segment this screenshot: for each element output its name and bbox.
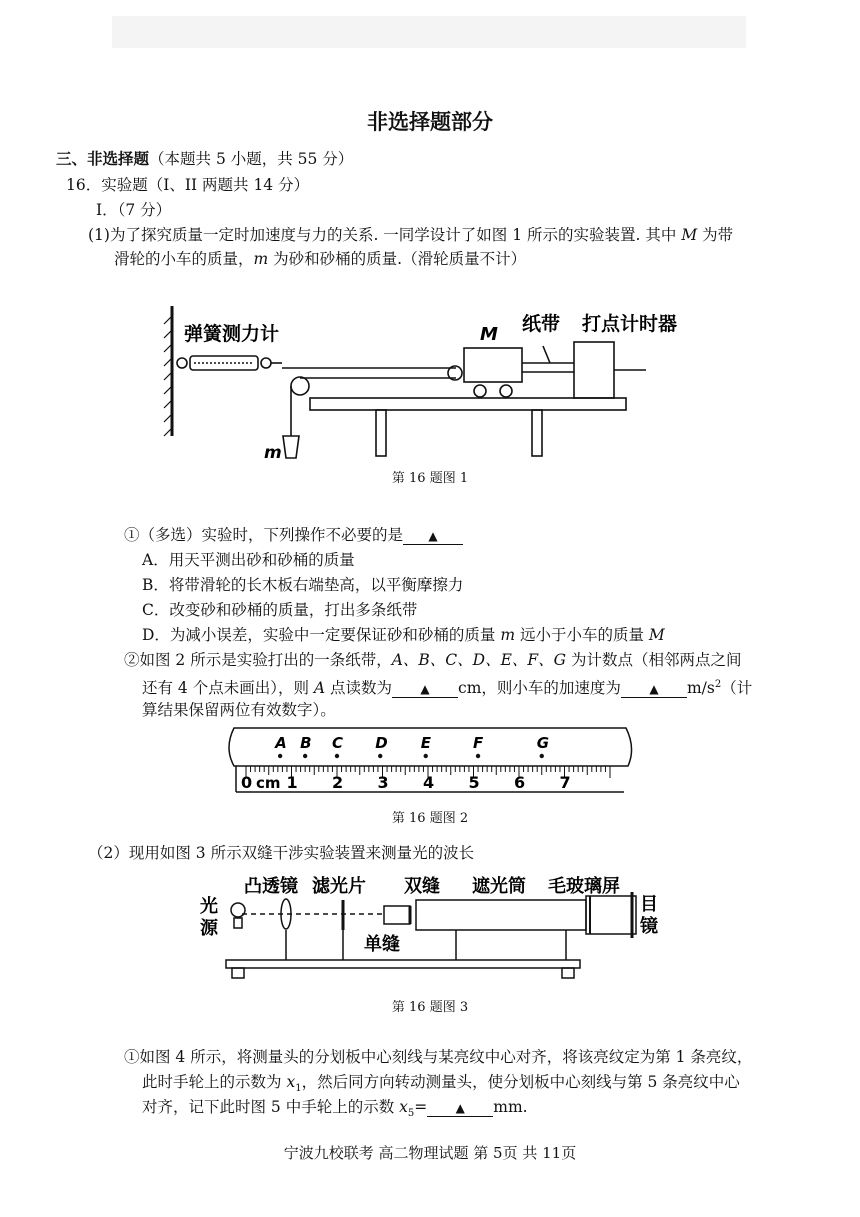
label-frosted-screen: 毛玻璃屏 [548, 876, 620, 897]
option-b: B．将带滑轮的长木板右端垫高，以平衡摩擦力 [142, 576, 464, 594]
sub3-unit: mm. [493, 1098, 528, 1116]
option-c: C．改变砂和砂桶的质量，打出多条纸带 [142, 601, 418, 619]
tape-point-label: F [473, 734, 484, 752]
tape-point-label: E [420, 734, 431, 752]
label-double-slit: 双缝 [404, 876, 440, 897]
tape-point [378, 754, 382, 758]
var-x5-sub: 5 [407, 1108, 415, 1120]
label-light-source-2: 源 [200, 918, 218, 939]
figure-3-double-slit [196, 870, 666, 990]
var-x5: x [399, 1098, 408, 1116]
label-single-slit: 单缝 [364, 934, 400, 955]
page-heading: 非选择题部分 [367, 109, 493, 134]
ruler-number: 2 [332, 773, 344, 792]
option-a: A．用天平测出砂和砂桶的质量 [142, 551, 355, 569]
sub2-text-b: 为计数点（相邻两点之间 [566, 651, 742, 669]
answer-blank: ▲ [403, 528, 463, 545]
label-bucket-mass: m [264, 443, 282, 463]
sub2-unit: m/s [686, 679, 715, 698]
ruler-number: 3 [377, 773, 389, 792]
figure-2-ruler [226, 720, 636, 800]
sub2-text-f: （计 [721, 679, 753, 698]
ruler-number: 6 [514, 773, 526, 792]
sub2-text-a: ②如图 2 所示是实验打出的一条纸带， [124, 651, 392, 669]
section-heading [56, 148, 353, 170]
q1-text-c: 滑轮的小车的质量， [114, 250, 254, 268]
label-light-tube: 遮光筒 [472, 876, 526, 897]
var-M: M [648, 626, 665, 644]
ruler-unit: cm [256, 774, 281, 792]
var-m: m [253, 250, 269, 268]
sub2-unit-sup: 2 [714, 679, 722, 690]
ruler-number: 0 [241, 773, 253, 792]
sub2-text-c: 还有 4 个点未画出），则 [142, 679, 314, 698]
tape-point-label: A [275, 734, 287, 752]
q1-text-d: 为砂和砂桶的质量.（滑轮质量不计） [268, 250, 527, 268]
answer-blank-reading: ▲ [392, 681, 458, 698]
ruler-number: 1 [286, 773, 298, 792]
q1-line2 [114, 248, 526, 270]
tape-point-label: C [332, 734, 344, 752]
label-convex-lens: 凸透镜 [244, 876, 298, 897]
sub3-text-b: ，然后同方向转动测量头，使分划板中心刻线与第 5 条亮纹中心 [301, 1073, 740, 1091]
figure-2-caption: 第 16 题图 2 [391, 811, 469, 826]
var-x1: x [286, 1073, 296, 1091]
tape-point-label: B [300, 734, 312, 752]
ruler-number: 7 [559, 773, 571, 792]
sub3-text-a: 此时手轮上的示数为 [142, 1073, 287, 1091]
label-eyepiece-2: 镜 [640, 916, 658, 937]
sub3-line1: ①如图 4 所示，将测量头的分划板中心刻线与某亮纹中心对齐，将该亮纹定为第 1 条亮纹， [124, 1048, 753, 1066]
label-paper-tape: 纸带 [522, 313, 561, 335]
figure-3-caption: 第 16 题图 3 [391, 1000, 469, 1015]
sub3-eq: = [414, 1098, 428, 1116]
q16-title: 16．实验题（I、II 两题共 14 分） [66, 176, 310, 194]
answer-blank-acceleration: ▲ [621, 681, 687, 698]
answer-blank-x5: ▲ [427, 1100, 493, 1117]
sub2-line3: 算结果保留两位有效数字）。 [142, 701, 336, 719]
tape-point [303, 754, 307, 758]
option-d-text-b: 远小于小车的质量 [515, 626, 649, 644]
section-label: 三、非选择题 [56, 149, 150, 168]
tape-point [278, 754, 282, 758]
sub2-line1 [124, 649, 741, 671]
counting-points: A、B、C、D、E、F、G [391, 651, 567, 669]
q1-line1 [88, 224, 733, 246]
tape-point [424, 754, 428, 758]
option-d-text-a: D．为减小误差，实验中一定要保证砂和砂桶的质量 [142, 626, 501, 644]
var-A: A [313, 679, 326, 698]
sub2-line2 [142, 674, 752, 699]
q1-text-b: 为带 [697, 226, 734, 244]
ruler-number: 5 [468, 773, 480, 792]
ruler-number: 4 [423, 773, 435, 792]
q1-text-a: (1)为了探究质量一定时加速度与力的关系. 一同学设计了如图 1 所示的实验装置. 其中 [88, 226, 682, 244]
label-light-source-1: 光 [200, 896, 218, 917]
label-spring-scale: 弹簧测力计 [184, 323, 280, 345]
figure-1-apparatus [150, 296, 678, 471]
sub3-text-c: 对齐，记下此时图 5 中手轮上的示数 [142, 1098, 400, 1116]
option-d [142, 624, 665, 646]
page-footer: 宁波九校联考 高二物理试题 第 5页 共 11页 [283, 1144, 577, 1162]
sub2-text-d: 点读数为 [325, 679, 393, 698]
tape-point [476, 754, 480, 758]
header-bar [112, 16, 746, 48]
tape-point-label: D [375, 734, 388, 752]
sub3-line3 [142, 1096, 528, 1125]
tape-point [540, 754, 544, 758]
label-cart-mass: M [480, 324, 498, 345]
sub1-text: ①（多选）实验时，下列操作不必要的是 [124, 526, 404, 544]
var-x1-sub: 1 [295, 1083, 302, 1095]
sub2-text-e: cm，则小车的加速度为 [458, 679, 621, 698]
tape-point-label: G [536, 734, 550, 752]
var-m: m [500, 626, 516, 644]
q16-part1: I．（7 分） [96, 201, 172, 219]
var-M: M [681, 226, 698, 244]
sub1-prompt [124, 524, 463, 546]
tape-point [335, 754, 339, 758]
label-timer: 打点计时器 [582, 313, 678, 335]
label-filter: 滤光片 [312, 876, 366, 897]
q2-intro: （2）现用如图 3 所示双缝干涉实验装置来测量光的波长 [88, 844, 475, 862]
label-eyepiece-1: 目 [640, 894, 658, 915]
figure-1-caption: 第 16 题图 1 [391, 471, 469, 486]
section-note: （本题共 5 小题，共 55 分） [149, 150, 354, 168]
